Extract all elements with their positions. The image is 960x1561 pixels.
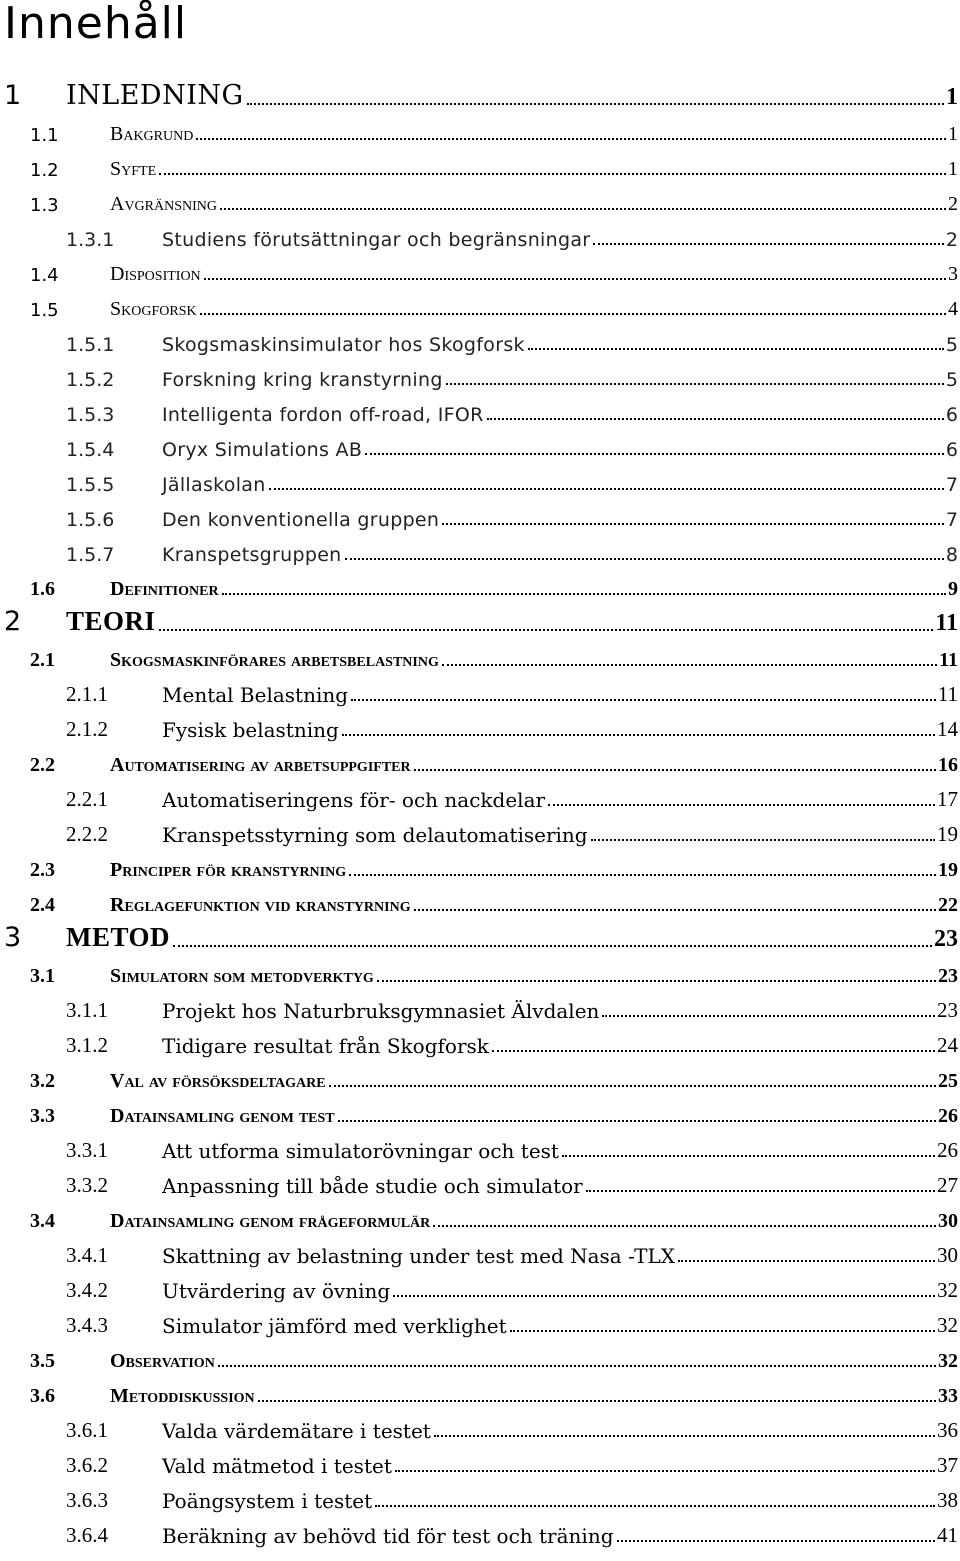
toc-entry-page-number: 17 bbox=[937, 787, 958, 811]
toc-entry-label[interactable]: Den konventionella gruppen bbox=[162, 509, 442, 531]
toc-entry-line bbox=[110, 754, 958, 777]
toc-entry-level2[interactable] bbox=[0, 254, 960, 289]
toc-entry-label[interactable]: Poängsystem i testet bbox=[162, 1489, 375, 1513]
toc-entry-line bbox=[66, 80, 958, 111]
toc-entry-page-number: 6 bbox=[945, 404, 958, 426]
toc-entry-line bbox=[110, 193, 958, 216]
toc-entry-level2[interactable] bbox=[0, 1201, 960, 1236]
dot-leader bbox=[510, 1330, 935, 1332]
toc-entry-level2[interactable] bbox=[0, 184, 960, 219]
dot-leader bbox=[591, 839, 935, 841]
dot-leader bbox=[446, 383, 944, 385]
toc-entry-line bbox=[162, 1453, 958, 1478]
toc-entry-label[interactable]: Definitioner bbox=[110, 578, 222, 601]
toc-entry-line bbox=[110, 1210, 958, 1233]
toc-entry-number: 2.2 bbox=[30, 754, 55, 776]
toc-entry-label[interactable]: Syfte bbox=[110, 158, 159, 181]
toc-entry-line bbox=[162, 1278, 958, 1303]
toc-entry-number: 2.1.2 bbox=[66, 717, 108, 741]
dot-leader bbox=[342, 734, 935, 736]
toc-entry-page-number: 30 bbox=[938, 1210, 958, 1232]
toc-entry-number: 3.4 bbox=[30, 1210, 55, 1232]
toc-entry-number: 2 bbox=[4, 606, 22, 637]
toc-entry-page-number: 30 bbox=[937, 1243, 958, 1267]
toc-entry-page-number: 8 bbox=[945, 544, 958, 566]
toc-entry-line bbox=[162, 787, 958, 812]
toc-entry-level2[interactable] bbox=[0, 745, 960, 780]
toc-entry-label[interactable]: Fysisk belastning bbox=[162, 718, 342, 742]
dot-leader bbox=[269, 488, 944, 490]
dot-leader bbox=[434, 1435, 935, 1437]
toc-entry-page-number: 23 bbox=[938, 965, 958, 987]
dot-leader bbox=[200, 313, 946, 315]
toc-entry-level2[interactable] bbox=[0, 1376, 960, 1411]
toc-entry-number: 1.3.1 bbox=[66, 229, 115, 251]
dot-leader bbox=[159, 629, 934, 631]
toc-entry-level3[interactable] bbox=[0, 1271, 960, 1306]
toc-entry-level3[interactable] bbox=[0, 534, 960, 569]
toc-entry-level2[interactable] bbox=[0, 1096, 960, 1131]
toc-entry-line bbox=[110, 263, 958, 286]
toc-entry-line bbox=[110, 649, 958, 672]
dot-leader bbox=[414, 769, 936, 771]
toc-entry-page-number: 26 bbox=[938, 1105, 958, 1127]
toc-entry-number: 1.5.3 bbox=[66, 404, 115, 426]
dot-leader bbox=[375, 1505, 935, 1507]
toc-entry-line bbox=[110, 1350, 958, 1373]
toc-entry-label[interactable]: Valda värdemätare i testet bbox=[162, 1419, 434, 1443]
toc-entry-number: 3.1 bbox=[30, 965, 55, 987]
dot-leader bbox=[196, 138, 946, 140]
dot-leader bbox=[617, 1540, 935, 1542]
toc-entry-label[interactable]: Datainsamling genom test bbox=[110, 1105, 338, 1128]
toc-entry-label[interactable]: Automatisering av arbetsuppgifter bbox=[110, 754, 414, 777]
toc-entry-page-number: 7 bbox=[945, 509, 958, 531]
toc-entry-page-number: 26 bbox=[937, 1138, 958, 1162]
toc-entry-page-number: 33 bbox=[938, 1385, 958, 1407]
toc-entry-line bbox=[162, 822, 958, 847]
toc-entry-page-number: 16 bbox=[938, 754, 958, 776]
toc-entry-page-number: 1 bbox=[948, 158, 958, 180]
toc-entry-number: 3.3 bbox=[30, 1105, 55, 1127]
toc-entry-label[interactable]: Projekt hos Naturbruksgymnasiet Älvdalen bbox=[162, 999, 602, 1023]
toc-entry-label[interactable]: Skogsmaskinsimulator hos Skogforsk bbox=[162, 334, 528, 356]
toc-entry-level3[interactable] bbox=[0, 1166, 960, 1201]
toc-entry-level2[interactable] bbox=[0, 956, 960, 991]
dot-leader bbox=[258, 1400, 936, 1402]
toc-entry-page-number: 14 bbox=[937, 717, 958, 741]
toc-entry-page-number: 24 bbox=[937, 1033, 958, 1057]
toc-entry-number: 3.6.1 bbox=[66, 1418, 108, 1442]
toc-entry-level2[interactable] bbox=[0, 569, 960, 604]
toc-entry-number: 3.4.1 bbox=[66, 1243, 108, 1267]
toc-entry-level2[interactable] bbox=[0, 850, 960, 885]
toc-entry-label[interactable]: Skogsmaskinförares arbetsbelastning bbox=[110, 649, 442, 672]
toc-entry-page-number: 1 bbox=[948, 123, 958, 145]
toc-entry-line bbox=[162, 1418, 958, 1443]
toc-entry-label[interactable]: Avgränsning bbox=[110, 193, 220, 216]
toc-entry-page-number: 11 bbox=[937, 682, 958, 706]
toc-entry-line bbox=[110, 1070, 958, 1093]
toc-entry-page-number: 5 bbox=[945, 334, 958, 356]
toc-entry-number: 1.5 bbox=[30, 300, 59, 321]
toc-entry-label[interactable]: Bakgrund bbox=[110, 123, 196, 146]
toc-entry-label[interactable]: Utvärdering av övning bbox=[162, 1279, 393, 1303]
table-of-contents bbox=[0, 78, 960, 1551]
toc-entry-number: 1.4 bbox=[30, 265, 59, 286]
toc-entry-number: 1.1 bbox=[30, 125, 59, 146]
toc-entry-page-number: 2 bbox=[948, 193, 958, 215]
toc-entry-number: 3.2 bbox=[30, 1070, 55, 1092]
toc-entry-number: 1 bbox=[4, 80, 22, 111]
toc-entry-label[interactable]: Disposition bbox=[110, 263, 204, 286]
toc-entry-number: 3.3.1 bbox=[66, 1138, 108, 1162]
toc-entry-number: 1.5.1 bbox=[66, 334, 115, 356]
toc-entry-line bbox=[110, 965, 958, 988]
dot-leader bbox=[414, 909, 936, 911]
toc-entry-line bbox=[162, 1033, 958, 1058]
toc-entry-page-number: 11 bbox=[939, 649, 958, 671]
toc-entry-label[interactable]: TEORI bbox=[66, 606, 159, 637]
toc-entry-page-number: 2 bbox=[945, 229, 958, 251]
toc-entry-level3[interactable] bbox=[0, 991, 960, 1026]
dot-leader bbox=[487, 418, 944, 420]
toc-entry-level3[interactable] bbox=[0, 394, 960, 429]
toc-entry-level2[interactable] bbox=[0, 1061, 960, 1096]
toc-entry-label[interactable]: Skattning av belastning under test med Nasa -TLX bbox=[162, 1244, 678, 1268]
toc-entry-number: 2.3 bbox=[30, 859, 55, 881]
toc-entry-label[interactable]: Vald mätmetod i testet bbox=[162, 1454, 395, 1478]
toc-entry-page-number: 23 bbox=[937, 998, 958, 1022]
toc-entry-line bbox=[162, 1243, 958, 1268]
toc-entry-label[interactable]: Att utforma simulatorövningar och test bbox=[162, 1139, 562, 1163]
toc-entry-page-number: 6 bbox=[945, 439, 958, 461]
toc-entry-level3[interactable] bbox=[0, 1131, 960, 1166]
dot-leader bbox=[548, 804, 935, 806]
toc-entry-number: 1.5.6 bbox=[66, 509, 115, 531]
toc-entry-page-number: 23 bbox=[934, 926, 958, 952]
toc-entry-level3[interactable] bbox=[0, 1026, 960, 1061]
dot-leader bbox=[442, 664, 937, 666]
toc-entry-label[interactable]: Skogforsk bbox=[110, 298, 200, 321]
toc-entry-number: 1.5.4 bbox=[66, 439, 115, 461]
dot-leader bbox=[204, 278, 946, 280]
toc-entry-page-number: 25 bbox=[938, 1070, 958, 1092]
toc-entry-number: 3 bbox=[4, 922, 22, 953]
toc-entry-page-number: 19 bbox=[937, 822, 958, 846]
dot-leader bbox=[338, 1120, 936, 1122]
toc-entry-level2[interactable] bbox=[0, 289, 960, 324]
toc-entry-line bbox=[110, 158, 958, 181]
dot-leader bbox=[349, 874, 936, 876]
dot-leader bbox=[345, 558, 944, 560]
toc-entry-line bbox=[162, 1138, 958, 1163]
toc-entry-number: 1.5.2 bbox=[66, 369, 115, 391]
toc-entry-page-number: 32 bbox=[937, 1313, 958, 1337]
toc-entry-label[interactable]: Kranspetsgruppen bbox=[162, 544, 345, 566]
toc-entry-line bbox=[110, 298, 958, 321]
toc-entry-number: 1.3 bbox=[30, 195, 59, 216]
toc-entry-label[interactable]: Principer för kranstyrning bbox=[110, 859, 349, 882]
toc-entry-number: 3.6.3 bbox=[66, 1488, 108, 1512]
toc-entry-level3[interactable] bbox=[0, 359, 960, 394]
dot-leader bbox=[329, 1085, 936, 1087]
toc-entry-page-number: 36 bbox=[937, 1418, 958, 1442]
toc-entry-number: 1.5.7 bbox=[66, 544, 115, 566]
toc-entry-number: 3.4.3 bbox=[66, 1313, 108, 1337]
toc-entry-number: 3.6 bbox=[30, 1385, 55, 1407]
toc-entry-level3[interactable] bbox=[0, 815, 960, 850]
toc-entry-line bbox=[162, 1313, 958, 1338]
toc-entry-label[interactable]: Forskning kring kranstyrning bbox=[162, 369, 446, 391]
toc-entry-number: 2.1 bbox=[30, 649, 55, 671]
dot-leader bbox=[377, 980, 936, 982]
toc-entry-level1[interactable] bbox=[0, 78, 960, 114]
toc-entry-level3[interactable] bbox=[0, 324, 960, 359]
toc-entry-line bbox=[162, 682, 958, 707]
toc-entry-label[interactable]: Oryx Simulations AB bbox=[162, 439, 365, 461]
toc-entry-page-number: 22 bbox=[938, 894, 958, 916]
dot-leader bbox=[678, 1260, 935, 1262]
toc-entry-line bbox=[162, 404, 958, 426]
toc-entry-line bbox=[162, 544, 958, 566]
toc-entry-label[interactable]: Intelligenta fordon off-road, IFOR bbox=[162, 404, 487, 426]
dot-leader bbox=[593, 243, 944, 245]
toc-entry-number: 3.6.2 bbox=[66, 1453, 108, 1477]
toc-entry-label[interactable]: Beräkning av behövd tid för test och träning bbox=[162, 1524, 617, 1548]
toc-entry-page-number: 9 bbox=[948, 578, 958, 600]
toc-entry-number: 3.1.2 bbox=[66, 1033, 108, 1057]
toc-entry-level3[interactable] bbox=[0, 499, 960, 534]
toc-entry-level3[interactable] bbox=[0, 1481, 960, 1516]
toc-entry-label[interactable]: Kranspetsstyrning som delautomatisering bbox=[162, 823, 591, 847]
toc-entry-level2[interactable] bbox=[0, 149, 960, 184]
dot-leader bbox=[433, 1225, 936, 1227]
toc-entry-line bbox=[110, 578, 958, 601]
toc-entry-label[interactable]: Tidigare resultat från Skogforsk bbox=[162, 1034, 492, 1058]
toc-entry-page-number: 41 bbox=[937, 1523, 958, 1547]
toc-entry-level3[interactable] bbox=[0, 1516, 960, 1551]
toc-entry-page-number: 3 bbox=[948, 263, 958, 285]
toc-entry-page-number: 7 bbox=[945, 474, 958, 496]
toc-entry-page-number: 32 bbox=[937, 1278, 958, 1302]
toc-entry-page-number: 37 bbox=[937, 1453, 958, 1477]
dot-leader bbox=[562, 1155, 935, 1157]
toc-entry-level1[interactable] bbox=[0, 604, 960, 640]
toc-entry-label[interactable]: INLEDNING bbox=[66, 80, 247, 111]
toc-entry-label[interactable]: Simulatorn som metodverktyg bbox=[110, 965, 377, 988]
toc-entry-label[interactable]: Simulator jämförd med verklighet bbox=[162, 1314, 510, 1338]
toc-entry-number: 1.2 bbox=[30, 160, 59, 181]
dot-leader bbox=[442, 523, 944, 525]
dot-leader bbox=[492, 1050, 935, 1052]
toc-entry-page-number: 5 bbox=[945, 369, 958, 391]
toc-entry-number: 3.1.1 bbox=[66, 998, 108, 1022]
toc-entry-level2[interactable] bbox=[0, 885, 960, 920]
dot-leader bbox=[395, 1470, 935, 1472]
toc-entry-line bbox=[162, 474, 958, 496]
toc-entry-label[interactable]: Studiens förutsättningar och begränsningar bbox=[162, 229, 593, 251]
toc-entry-page-number: 38 bbox=[937, 1488, 958, 1512]
toc-entry-number: 1.6 bbox=[30, 578, 55, 600]
toc-entry-page-number: 27 bbox=[937, 1173, 958, 1197]
toc-entry-line bbox=[162, 229, 958, 251]
dot-leader bbox=[365, 453, 944, 455]
toc-entry-line bbox=[162, 439, 958, 461]
toc-entry-line bbox=[162, 998, 958, 1023]
toc-entry-line bbox=[66, 922, 958, 953]
toc-entry-line bbox=[110, 1385, 958, 1408]
toc-entry-number: 2.2.1 bbox=[66, 787, 108, 811]
toc-entry-level2[interactable] bbox=[0, 1341, 960, 1376]
toc-entry-label[interactable]: Observation bbox=[110, 1350, 218, 1373]
dot-leader bbox=[393, 1295, 935, 1297]
toc-entry-line bbox=[162, 334, 958, 356]
dot-leader bbox=[586, 1190, 935, 1192]
toc-entry-level3[interactable] bbox=[0, 710, 960, 745]
toc-entry-number: 3.5 bbox=[30, 1350, 55, 1372]
toc-entry-level3[interactable] bbox=[0, 675, 960, 710]
toc-entry-line bbox=[162, 1523, 958, 1548]
toc-entry-level3[interactable] bbox=[0, 1411, 960, 1446]
dot-leader bbox=[247, 103, 944, 105]
dot-leader bbox=[173, 945, 932, 947]
toc-entry-line bbox=[110, 859, 958, 882]
toc-entry-label[interactable]: Val av försöksdeltagare bbox=[110, 1070, 329, 1093]
toc-entry-page-number: 32 bbox=[938, 1350, 958, 1372]
toc-entry-line bbox=[162, 1488, 958, 1513]
toc-entry-label[interactable]: Automatiseringens för- och nackdelar bbox=[162, 788, 548, 812]
toc-entry-line bbox=[162, 369, 958, 391]
toc-entry-line bbox=[110, 894, 958, 917]
dot-leader bbox=[218, 1365, 936, 1367]
toc-entry-number: 2.1.1 bbox=[66, 682, 108, 706]
toc-entry-level3[interactable] bbox=[0, 464, 960, 499]
toc-entry-label[interactable]: Jällaskolan bbox=[162, 474, 269, 496]
toc-entry-number: 3.4.2 bbox=[66, 1278, 108, 1302]
toc-entry-number: 2.2.2 bbox=[66, 822, 108, 846]
page-title: Innehåll bbox=[4, 0, 188, 49]
toc-entry-number: 2.4 bbox=[30, 894, 55, 916]
toc-entry-page-number: 4 bbox=[948, 298, 958, 320]
dot-leader bbox=[528, 348, 944, 350]
toc-entry-line bbox=[162, 509, 958, 531]
toc-entry-level3[interactable] bbox=[0, 1236, 960, 1271]
toc-entry-level3[interactable] bbox=[0, 1306, 960, 1341]
toc-entry-page-number: 19 bbox=[938, 859, 958, 881]
toc-entry-level1[interactable] bbox=[0, 920, 960, 956]
toc-entry-level3[interactable] bbox=[0, 219, 960, 254]
toc-entry-line bbox=[162, 717, 958, 742]
dot-leader bbox=[602, 1015, 935, 1017]
toc-entry-label[interactable]: METOD bbox=[66, 922, 173, 953]
dot-leader bbox=[222, 593, 946, 595]
toc-entry-number: 3.6.4 bbox=[66, 1523, 108, 1547]
toc-entry-label[interactable]: Metoddiskussion bbox=[110, 1385, 258, 1408]
dot-leader bbox=[220, 208, 946, 210]
toc-entry-number: 1.5.5 bbox=[66, 474, 115, 496]
dot-leader bbox=[351, 699, 936, 701]
toc-entry-label[interactable]: Mental Belastning bbox=[162, 683, 351, 707]
toc-entry-level3[interactable] bbox=[0, 1446, 960, 1481]
toc-entry-line bbox=[66, 606, 958, 637]
toc-entry-level3[interactable] bbox=[0, 429, 960, 464]
toc-entry-level2[interactable] bbox=[0, 114, 960, 149]
toc-entry-level3[interactable] bbox=[0, 780, 960, 815]
toc-entry-label[interactable]: Anpassning till både studie och simulator bbox=[162, 1174, 586, 1198]
toc-entry-page-number: 1 bbox=[946, 84, 958, 110]
dot-leader bbox=[159, 173, 946, 175]
toc-entry-line bbox=[162, 1173, 958, 1198]
toc-entry-line bbox=[110, 123, 958, 146]
toc-entry-page-number: 11 bbox=[935, 610, 958, 636]
toc-entry-number: 3.3.2 bbox=[66, 1173, 108, 1197]
toc-entry-level2[interactable] bbox=[0, 640, 960, 675]
toc-entry-label[interactable]: Datainsamling genom frågeformulär bbox=[110, 1210, 433, 1233]
toc-entry-label[interactable]: Reglagefunktion vid kranstyrning bbox=[110, 894, 414, 917]
toc-entry-line bbox=[110, 1105, 958, 1128]
